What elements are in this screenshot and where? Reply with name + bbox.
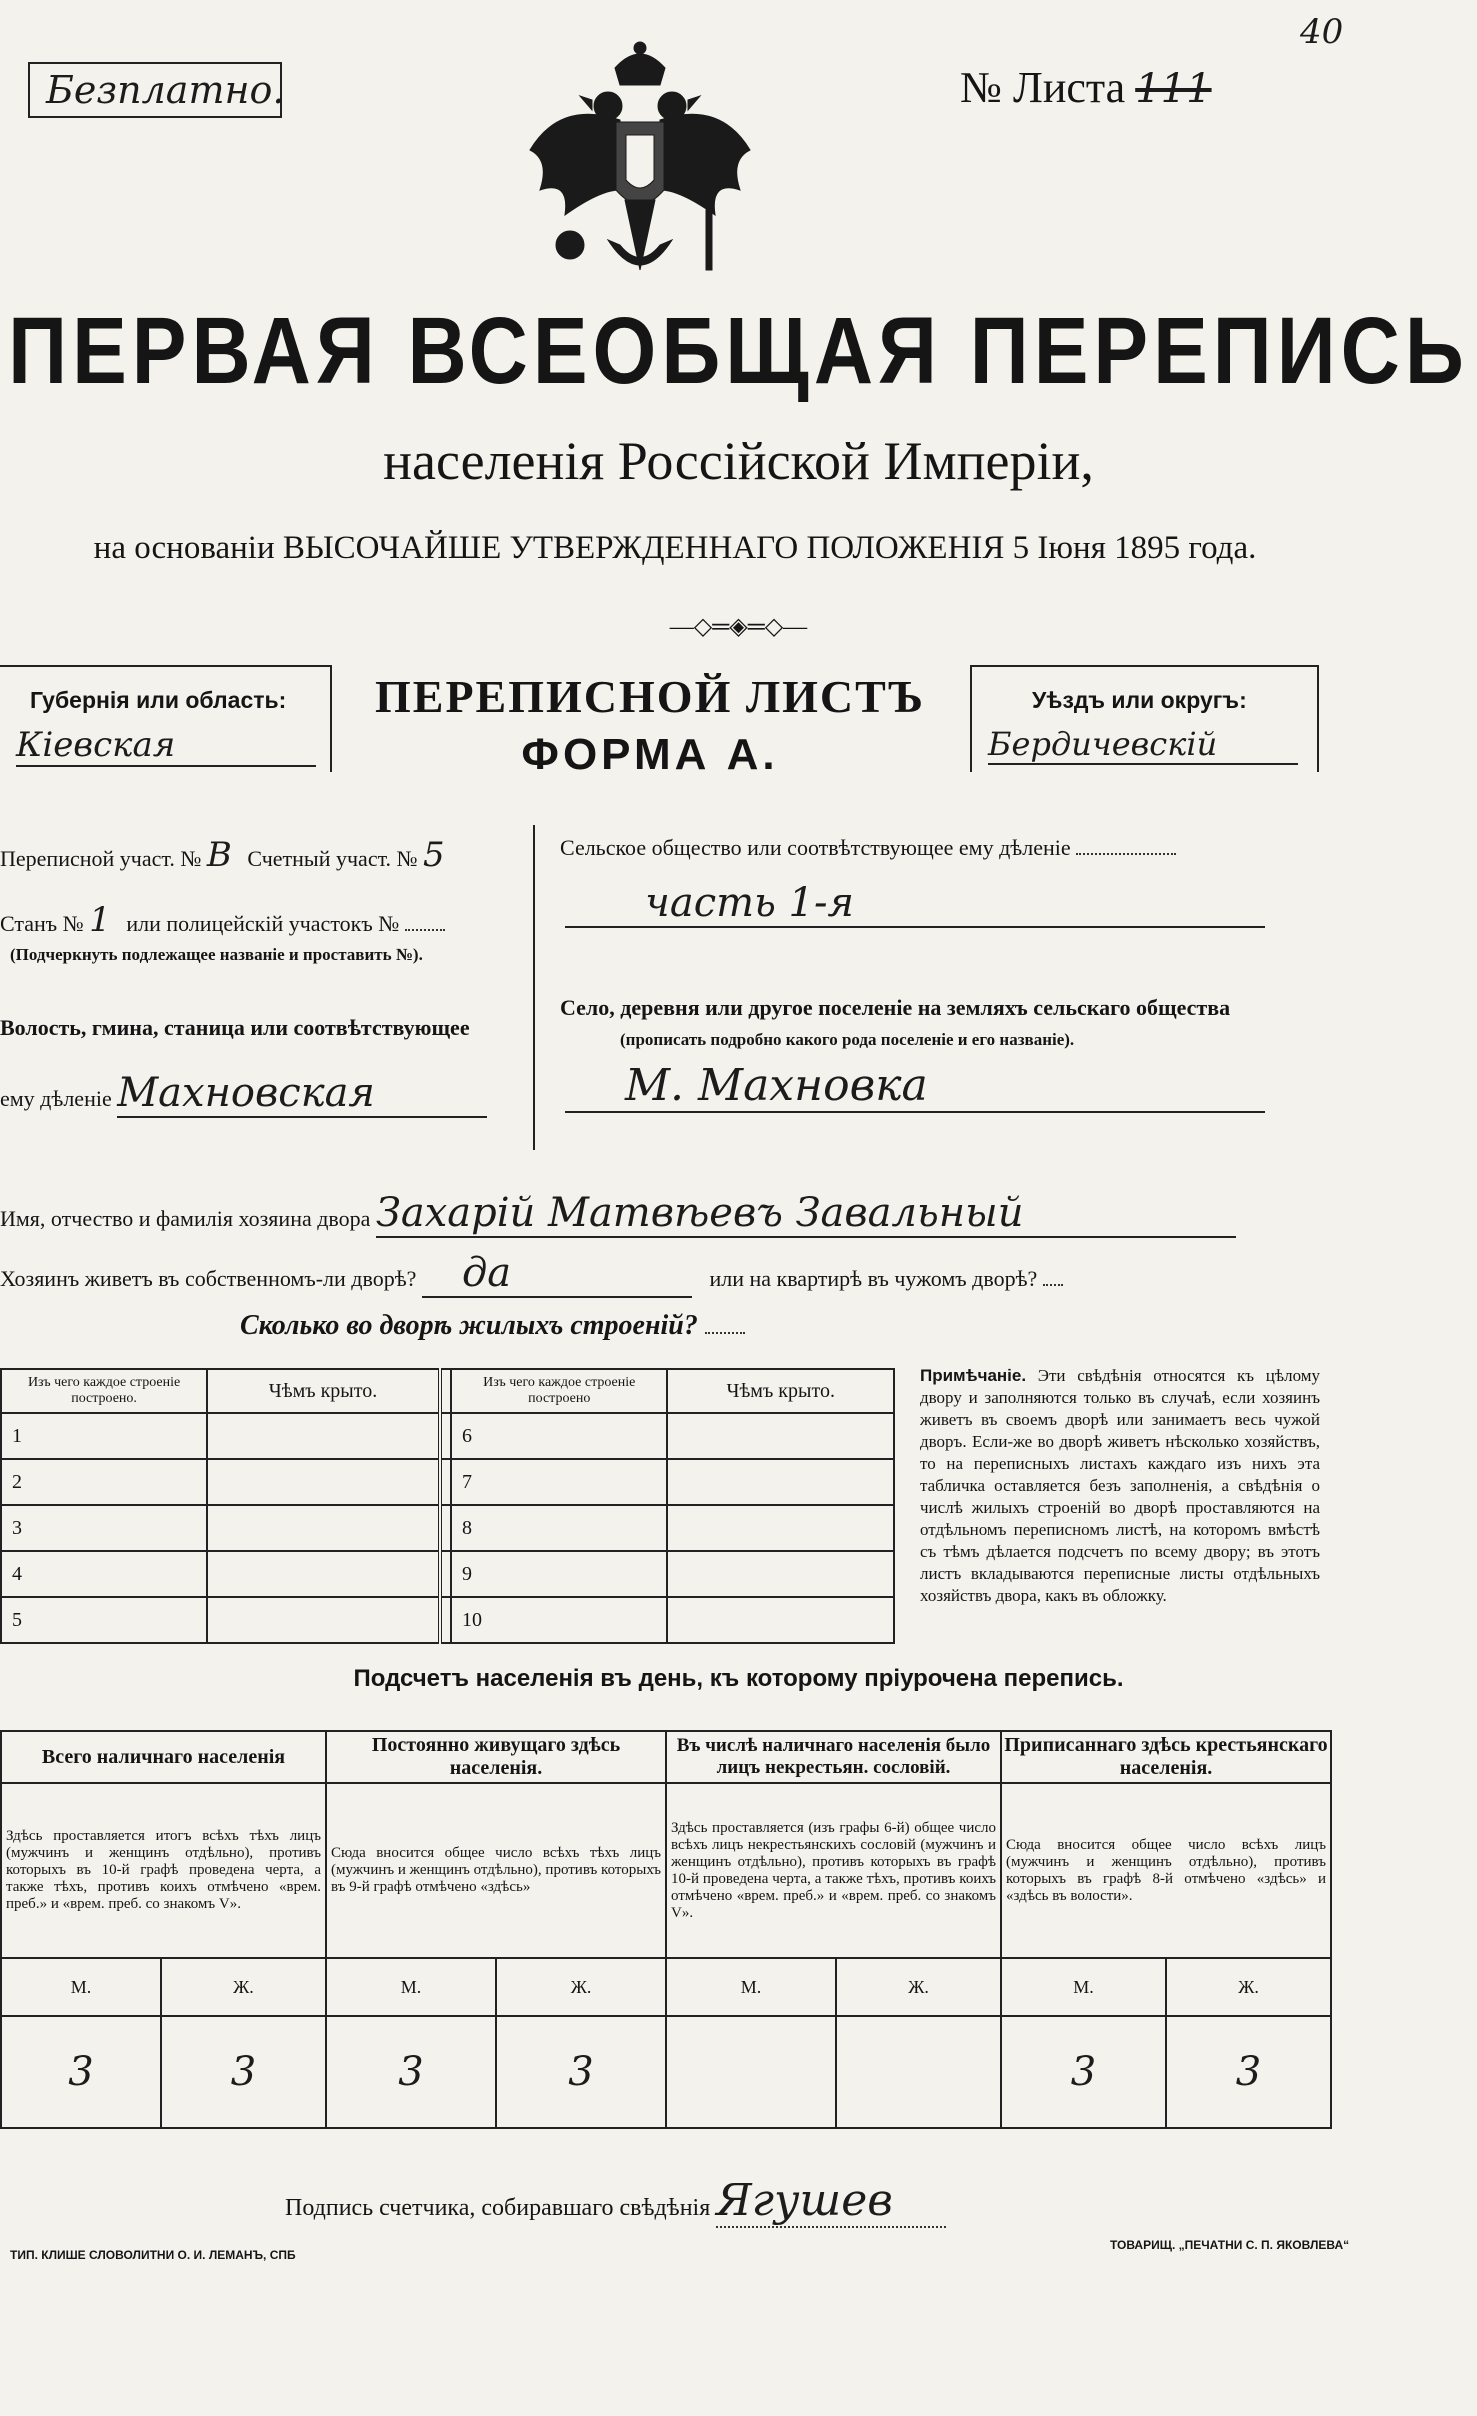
population-count-table xyxy=(0,1730,1332,2129)
village-society-field: Сельское общество или соотвѣтствующее ему дѣленіе xyxy=(560,835,1310,861)
signature-field: Подпись счетчика, собиравшаго свѣдѣнія Ягушев xyxy=(285,2175,1005,2228)
count-value: 3 xyxy=(1,2016,161,2128)
own-yard-field: Хозяинъ живетъ въ собственномъ-ли дворѣ? да или на квартирѣ въ чужомъ дворѣ? xyxy=(0,1250,1320,1298)
owner-field: Имя, отчество и фамилія хозяина двора Захарій Матвѣевъ Завальный xyxy=(0,1190,1320,1238)
main-title: ПЕРВАЯ ВСЕОБЩАЯ ПЕРЕПИСЬ xyxy=(8,299,1469,404)
row-num: 4 xyxy=(1,1551,207,1597)
sex-label: Ж. xyxy=(161,1958,326,2016)
page-mark: 40 xyxy=(1300,12,1344,52)
count-value: 3 xyxy=(161,2016,326,2128)
count-value: 3 xyxy=(1166,2016,1331,2128)
signature-value: Ягушев xyxy=(716,2175,946,2228)
sex-label: М. xyxy=(1,1958,161,2016)
row-num: 8 xyxy=(451,1505,667,1551)
header-peasant: Приписаннаго здѣсь крестьянскаго населенія. xyxy=(1001,1731,1331,1783)
desc-peasant: Сюда вносится общее число всѣхъ лицъ (мужчинъ и женщинъ отдѣльно), противъ которыхъ въ графѣ 8-й отмѣчено «здѣсь» и «здѣсь въ волости». xyxy=(1001,1783,1331,1958)
col-material-2: Изъ чего каждое строеніе построено xyxy=(451,1369,667,1413)
row-num: 9 xyxy=(451,1551,667,1597)
volost-label: Волость, гмина, станица или соотвѣтствующее xyxy=(0,1015,470,1040)
province-box: Губернія или область: Кіевская xyxy=(0,665,332,772)
form-subtitle: ФОРМА А. xyxy=(521,730,779,779)
count-value: 3 xyxy=(1001,2016,1166,2128)
row-num: 2 xyxy=(1,1459,207,1505)
count-value: 3 xyxy=(326,2016,496,2128)
district-value: Бердичевскій xyxy=(988,725,1298,765)
sex-label: М. xyxy=(1001,1958,1166,2016)
basis-line: на основаніи ВЫСОЧАЙШЕ УТВЕРЖДЕННАГО ПОЛОЖЕНІЯ 5 Іюня 1895 года. xyxy=(93,530,1257,566)
sex-label: М. xyxy=(666,1958,836,2016)
district-box: Уѣздъ или округъ: Бердичевскій xyxy=(970,665,1319,772)
sex-label: Ж. xyxy=(1166,1958,1331,2016)
imperial-eagle-emblem xyxy=(520,40,760,300)
desc-permanent: Сюда вносится общее число всѣхъ тѣхъ лицъ (мужчинъ и женщинъ отдѣльно), противъ которыхъ въ 9-й графѣ отмѣчено «здѣсь» xyxy=(326,1783,666,1958)
count-value: 3 xyxy=(496,2016,666,2128)
village-label: Село, деревня или другое поселеніе на земляхъ сельскаго общества xyxy=(560,995,1231,1020)
sex-label: М. xyxy=(326,1958,496,2016)
col-material: Изъ чего каждое строеніе построено. xyxy=(1,1369,207,1413)
buildings-table xyxy=(0,1368,895,1644)
col-roof: Чѣмъ крыто. xyxy=(207,1369,440,1413)
sex-label: Ж. xyxy=(836,1958,1001,2016)
count-title: Подсчетъ населенія въ день, къ которому пріурочена перепись. xyxy=(353,1665,1124,1692)
row-num: 1 xyxy=(1,1413,207,1459)
volost-field: ему дѣленіе Махновская xyxy=(0,1070,520,1118)
form-title: ПЕРЕПИСНОЙ ЛИСТЪ xyxy=(374,671,926,722)
buildings-field: Сколько во дворѣ жилыхъ строеній? xyxy=(240,1310,745,1342)
stan-field: Станъ № 1 или полицейскій участокъ № xyxy=(0,900,520,940)
province-value: Кіевская xyxy=(16,725,316,767)
desc-total: Здѣсь проставляется итогъ всѣхъ тѣхъ лицъ (мужчинъ и женщинъ отдѣльно), противъ которыхъ въ 10-й графѣ проведена черта, а также тѣхъ, противъ коихъ отмѣчено «врем. преб.» и «врем. преб. со знакомъ V». xyxy=(1,1783,326,1958)
village-society-value: часть 1-я xyxy=(565,880,1265,928)
village-value: М. Махновка xyxy=(565,1060,1265,1113)
underline-note: (Подчеркнуть подлежащее названіе и проставить №). xyxy=(10,945,423,964)
header-total: Всего наличнаго населенія xyxy=(1,1731,326,1783)
header-non-peasant: Въ числѣ наличнаго населенія было лицъ некрестьян. сословій. xyxy=(666,1731,1001,1783)
row-num: 5 xyxy=(1,1597,207,1643)
row-num: 6 xyxy=(451,1413,667,1459)
sex-label: Ж. xyxy=(496,1958,666,2016)
header-permanent: Постоянно живущаго здѣсь населенія. xyxy=(326,1731,666,1783)
count-value xyxy=(836,2016,1001,2128)
footer-left: ТИП. КЛИШЕ СЛОВОЛИТНИ О. И. ЛЕМАНЪ, СПБ xyxy=(10,2248,296,2262)
free-label: Безплатно. xyxy=(28,62,282,118)
column-divider xyxy=(533,825,535,1150)
footer-right: ТОВАРИЩ. „ПЕЧАТНИ С. П. ЯКОВЛЕВА“ xyxy=(1110,2238,1350,2252)
sheet-number: № Листа 111 xyxy=(960,63,1212,112)
note-block: Примѣчаніе. Эти свѣдѣнія относятся къ цѣлому двору и заполняются только въ случаѣ, если хозяинъ живетъ въ своемъ дворѣ или занимаетъ весь чужой дворъ. Если-же во дворѣ живетъ нѣсколько хозяйствъ, то на переписныхъ листахъ каждаго изъ нихъ эта табличка оставляется безъ заполненія, а свѣдѣнія о числѣ жилыхъ строеній во дворѣ проставляются на отдѣльномъ переписномъ листѣ, на которомъ вмѣстѣ съ тѣмъ дѣлается подсчетъ по всему двору; въ этотъ листъ вкладываются переписные листы отдѣльныхъ хозяйствъ двора, какъ въ обложку. xyxy=(920,1366,1321,1605)
count-value xyxy=(666,2016,836,2128)
ornament: —◇═◈═◇— xyxy=(669,614,808,640)
row-num: 10 xyxy=(451,1597,667,1643)
row-num: 3 xyxy=(1,1505,207,1551)
desc-non-peasant: Здѣсь проставляется (изъ графы 6-й) общее число всѣхъ лицъ некрестьянскихъ сословій (мужчинъ и женщинъ отдѣльно), противъ которыхъ въ графѣ 10-й проведена черта, а также тѣхъ, противъ коихъ отмѣчено «врем. преб.» и «врем. преб. со знакомъ V». xyxy=(666,1783,1001,1958)
row-num: 7 xyxy=(451,1459,667,1505)
village-note: (прописать подробно какого рода поселеніе и его названіе). xyxy=(620,1030,1075,1049)
subtitle: населенія Россійской Имперіи, xyxy=(383,431,1094,491)
col-roof-2: Чѣмъ крыто. xyxy=(667,1369,894,1413)
census-section-field: Переписной участ. № В Счетный участ. № 5 xyxy=(0,835,445,875)
